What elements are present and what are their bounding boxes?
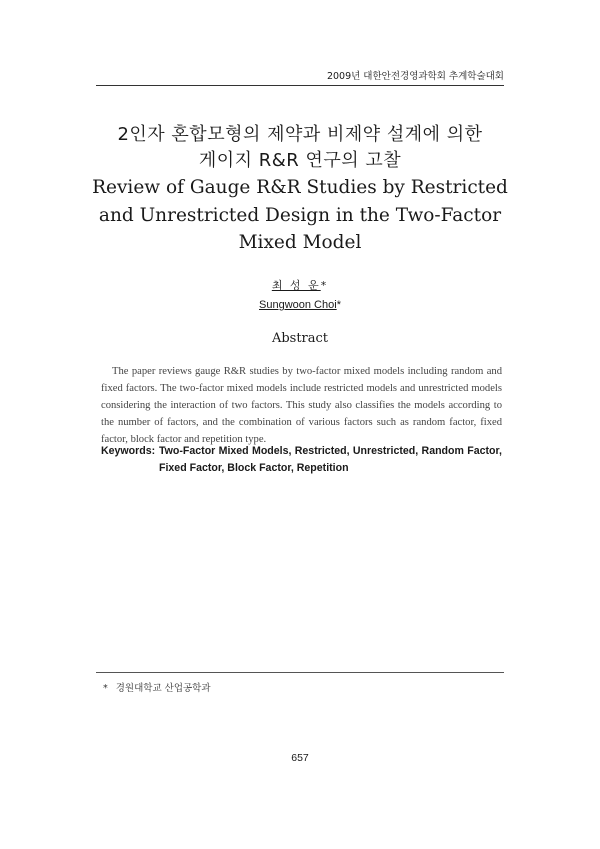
footnote-mark: * bbox=[103, 683, 108, 694]
author-affiliation-mark: * bbox=[320, 279, 329, 292]
author-name-english: Sungwoon Choi bbox=[259, 299, 337, 311]
paper-title bbox=[60, 122, 540, 257]
keywords-list: Two-Factor Mixed Models, Restricted, Unrestricted, Random Factor, Fixed Factor, Block Factor, Repetition bbox=[159, 445, 502, 474]
title-korean-line-1: 2인자 혼합모형의 제약과 비제약 설계에 의한 bbox=[117, 124, 483, 145]
author-english bbox=[0, 298, 600, 312]
footnote-text: 경원대학교 산업공학과 bbox=[115, 683, 211, 694]
keywords bbox=[101, 443, 502, 477]
abstract-body: The paper reviews gauge R&R studies by two-factor mixed models including random and fixed factors. The two-factor mixed models include restricted models and unrestricted models considering the interaction of two factors. This study also classifies the models according to the number of factors, and the combination of various factors such as random factor, fixed factor, block factor and repetition type. bbox=[101, 366, 502, 445]
footnote-rule bbox=[96, 672, 504, 673]
abstract-heading: Abstract bbox=[271, 331, 329, 346]
title-english-line-1: Review of Gauge R&R Studies by Restricted bbox=[92, 177, 508, 198]
header-rule bbox=[96, 85, 504, 86]
footnote bbox=[103, 682, 211, 695]
author-name-korean: 최 성 운 bbox=[271, 279, 321, 292]
keywords-label: Keywords: bbox=[101, 445, 156, 457]
title-english-line-3: Mixed Model bbox=[238, 232, 362, 253]
title-korean-line-2: 게이지 R&R 연구의 고찰 bbox=[198, 150, 402, 171]
title-english-line-2: and Unrestricted Design in the Two-Factor bbox=[98, 204, 502, 226]
author-korean bbox=[0, 279, 600, 293]
conference-header: 2009년 대한안전경영과학회 추계학술대회 bbox=[326, 71, 504, 82]
page-number: 657 bbox=[291, 752, 309, 764]
author-affiliation-mark-en: * bbox=[336, 299, 341, 311]
